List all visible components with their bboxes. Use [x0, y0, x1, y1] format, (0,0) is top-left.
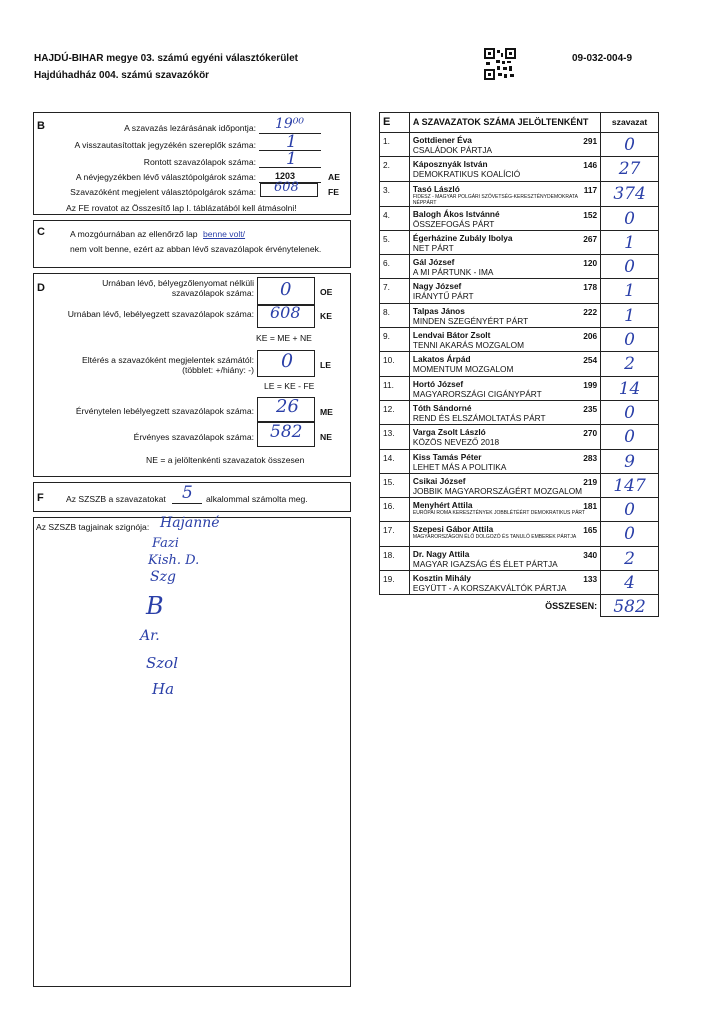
candidate-votes: 2 [624, 548, 635, 569]
candidate-info [409, 279, 600, 303]
candidate-votes-cell [601, 376, 659, 400]
candidate-number: 6. [380, 255, 410, 279]
candidate-info [409, 352, 600, 376]
candidate-info [409, 376, 600, 400]
candidate-party: MAGYAR IGAZSÁG ÉS ÉLET PÁRTJA [412, 558, 558, 569]
candidate-votes-cell [601, 449, 659, 473]
candidate-party: JOBBIK MAGYARORSZÁGÉRT MOZGALOM [412, 485, 583, 496]
candidate-number: 15. [380, 473, 410, 497]
candidate-votes: 0 [624, 135, 635, 155]
candidate-party: KÖZÖS NEVEZŐ 2018 [412, 437, 500, 448]
candidate-number: 17. [380, 522, 410, 546]
total-value: 582 [613, 597, 646, 618]
candidate-info [409, 303, 600, 327]
table-row [380, 449, 659, 473]
candidate-info [409, 230, 600, 254]
table-row [380, 498, 659, 522]
candidate-votes: 0 [624, 524, 635, 545]
candidate-votes: 1 [624, 281, 635, 302]
candidate-info [409, 255, 600, 279]
candidate-votes-cell [601, 400, 659, 424]
candidate-code: 120 [583, 258, 598, 269]
voters-appeared-label: Szavazóként megjelent választópolgárok száma: [70, 187, 256, 197]
candidate-code: 235 [583, 403, 598, 414]
candidate-votes: 9 [624, 451, 635, 472]
candidate-party: MINDEN SZEGÉNYÉRT PÁRT [412, 315, 529, 326]
rejected-count-value: 1 [286, 132, 297, 152]
table-row [380, 328, 659, 352]
candidate-number: 7. [380, 279, 410, 303]
oe-value: 0 [280, 279, 292, 300]
candidate-code: 165 [583, 525, 598, 536]
formula-le: LE = KE - FE [264, 381, 315, 391]
candidate-number: 3. [380, 181, 410, 206]
candidate-code: 267 [583, 233, 598, 244]
section-b-letter: B [37, 120, 45, 132]
total-cell [601, 595, 659, 617]
candidate-name: Dr. Nagy Attila [412, 548, 470, 559]
candidate-votes-cell [601, 473, 659, 497]
candidate-votes: 0 [624, 257, 635, 278]
qr-code-icon [484, 48, 516, 80]
signature-5: B [146, 592, 164, 620]
spoiled-ballots-label: Rontott szavazólapok száma: [143, 157, 256, 167]
candidate-code: 283 [583, 452, 598, 463]
candidate-code: 291 [583, 136, 598, 146]
candidate-code: 133 [583, 574, 598, 585]
candidate-votes-cell [601, 352, 659, 376]
candidate-name: Égerházine Zubály Ibolya [412, 232, 513, 243]
candidate-party: REND ÉS ELSZÁMOLTATÁS PÁRT [412, 412, 546, 423]
candidate-party: EGYÜTT - A KORSZAKVÁLTÓK PÁRTJA [412, 583, 567, 594]
candidate-name: Nagy József [412, 281, 462, 292]
candidate-name: Szepesi Gábor Attila [412, 524, 494, 535]
candidate-votes: 0 [624, 330, 635, 351]
candidate-party: EURÓPAI ROMA KERESZTÉNYEK JOBBLÉTÉÉRT DEMOKRATIKUS PÁRT [412, 510, 585, 517]
table-row [380, 376, 659, 400]
candidate-party: DEMOKRATIKUS KOALÍCIÓ [412, 169, 521, 180]
signature-2: Fazi [152, 536, 179, 551]
candidate-votes-cell [601, 206, 659, 230]
candidate-votes-cell [601, 571, 659, 595]
candidate-votes: 2 [624, 354, 635, 375]
candidate-info [409, 133, 600, 157]
ne-note: NE = a jelöltenkénti szavazatok összesen [146, 455, 305, 465]
table-row [380, 571, 659, 595]
candidate-number: 2. [380, 157, 410, 181]
candidate-party: FIDESZ - MAGYAR POLGÁRI SZÖVETSÉG-KERESZTÉNYDEMOKRATA NÉPPÁRT [412, 193, 578, 206]
ne-label: Érvényes szavazólapok száma: [133, 432, 254, 442]
candidate-table [379, 112, 659, 617]
candidate-info [409, 206, 600, 230]
candidate-number: 18. [380, 546, 410, 570]
candidate-votes: 27 [618, 159, 641, 180]
le-value: 0 [281, 350, 294, 372]
registered-voters-label: A névjegyzékben lévő választópolgárok száma: [75, 172, 256, 182]
candidate-votes-cell [601, 546, 659, 570]
candidate-party: A MI PÁRTUNK - IMA [412, 267, 494, 278]
table-row [380, 425, 659, 449]
section-d-letter: D [37, 282, 45, 294]
candidate-name: Tasó László [412, 183, 460, 194]
candidate-code: 117 [583, 184, 598, 195]
votes-column-header: szavazat [601, 113, 659, 133]
fe-note: Az FE rovatot az Összesítő lap I. táblázatából kell átmásolni! [66, 203, 297, 213]
candidate-name: Lendvai Bátor Zsolt [412, 330, 491, 341]
table-row [380, 303, 659, 327]
candidate-code: 340 [583, 549, 598, 560]
candidate-party: NET PÁRT [412, 242, 454, 253]
table-row [380, 400, 659, 424]
me-label: Érvénytelen lebélyegzett szavazólapok száma: [75, 406, 254, 416]
candidate-info [409, 473, 600, 497]
le-label-2: (többlet: +/hiány: -) [182, 365, 254, 375]
total-row [380, 595, 659, 617]
ke-value: 608 [270, 303, 301, 322]
count-times-before: Az SZSZB a szavazatokat [66, 494, 166, 504]
candidate-code: 199 [583, 379, 598, 390]
section-f-letter: F [37, 492, 44, 504]
candidate-name: Lakatos Árpád [412, 354, 471, 365]
candidate-number: 10. [380, 352, 410, 376]
candidate-votes-cell [601, 328, 659, 352]
candidate-code: 270 [583, 428, 598, 439]
signature-7: Szol [146, 654, 179, 672]
section-e-letter: E [380, 113, 410, 133]
candidate-code: 146 [583, 160, 598, 171]
spoiled-ballots-value: 1 [286, 149, 297, 169]
signature-1: Hajanné [160, 515, 220, 531]
table-row [380, 230, 659, 254]
count-times-after: alkalommal számolta meg. [206, 494, 308, 504]
candidate-info [409, 449, 600, 473]
signature-8: Ha [152, 680, 175, 698]
table-row [380, 279, 659, 303]
polling-station-title: Hajdúhadház 004. számú szavazókör [34, 70, 210, 81]
candidate-votes-cell [601, 425, 659, 449]
candidate-votes-cell [601, 279, 659, 303]
me-tag: ME [320, 407, 333, 417]
formula-ke: KE = ME + NE [256, 333, 312, 343]
candidate-party: MAGYARORSZÁGI CIGÁNYPÁRT [412, 388, 542, 399]
ne-value: 582 [270, 422, 303, 442]
candidate-party: CSALÁDOK PÁRTJA [412, 145, 493, 155]
candidate-code: 222 [583, 306, 598, 317]
le-label-1: Eltérés a szavazóként megjelentek számától: [82, 355, 254, 365]
candidate-number: 12. [380, 400, 410, 424]
candidate-code: 181 [583, 501, 598, 512]
candidate-party: ÖSSZEFOGÁS PÁRT [412, 218, 495, 229]
fe-tag: FE [328, 187, 339, 197]
candidate-info [409, 181, 600, 206]
candidate-name: Gál József [412, 257, 455, 268]
candidate-party: IRÁNYTŰ PÁRT [412, 291, 474, 302]
table-row [380, 133, 659, 157]
candidate-name: Varga Zsolt László [412, 427, 486, 438]
me-value: 26 [276, 396, 299, 417]
candidate-info [409, 571, 600, 595]
candidate-votes: 1 [624, 232, 635, 253]
voters-appeared-value: 608 [274, 180, 299, 195]
candidate-votes-cell [601, 133, 659, 157]
candidate-number: 4. [380, 206, 410, 230]
table-row [380, 157, 659, 181]
candidate-name: Hortó József [412, 378, 464, 389]
candidate-code: 254 [583, 355, 598, 366]
candidate-votes: 0 [624, 427, 635, 448]
rejected-count-label: A visszautasítottak jegyzékén szereplők száma: [74, 140, 256, 150]
candidate-votes: 0 [624, 402, 635, 423]
candidate-votes-cell [601, 303, 659, 327]
candidate-votes-cell [601, 522, 659, 546]
candidate-number: 5. [380, 230, 410, 254]
candidate-votes-cell [601, 498, 659, 522]
table-row [380, 352, 659, 376]
table-row [380, 255, 659, 279]
candidate-number: 14. [380, 449, 410, 473]
candidate-votes-cell [601, 157, 659, 181]
candidate-name: Talpas János [412, 305, 465, 316]
candidate-number: 1. [380, 133, 410, 157]
candidate-votes: 4 [624, 573, 635, 594]
mobile-urn-line1: A mozgóurnában az ellenőrző lap [70, 229, 198, 239]
candidate-votes-cell [601, 255, 659, 279]
candidate-name: Kosztin Mihály [412, 573, 471, 584]
signature-6: Ar. [140, 628, 160, 644]
candidate-number: 9. [380, 328, 410, 352]
candidate-votes: 1 [624, 305, 635, 326]
candidate-number: 16. [380, 498, 410, 522]
ke-label: Urnában lévő, lebélyegzett szavazólapok száma: [67, 309, 254, 319]
signature-3: Kish. D. [148, 553, 200, 568]
oe-label-1: Urnában lévő, bélyegzőlenyomat nélküli [102, 278, 254, 288]
candidate-info [409, 400, 600, 424]
count-times-value: 5 [182, 483, 193, 503]
mobile-urn-hand-mark: benne volt/ [203, 229, 246, 239]
table-row [380, 522, 659, 546]
oe-label-2: szavazólapok száma: [171, 288, 254, 298]
candidate-name: Menyhért Attila [412, 500, 473, 511]
closing-time-label: A szavazás lezárásának időpontja: [124, 123, 256, 133]
candidate-info [409, 522, 600, 546]
candidate-number: 13. [380, 425, 410, 449]
total-label: ÖSSZESEN: [545, 601, 598, 612]
table-row [380, 181, 659, 206]
candidate-votes: 14 [618, 378, 641, 399]
candidate-votes: 0 [624, 208, 635, 229]
candidate-code: 219 [583, 476, 598, 487]
section-c-letter: C [37, 226, 45, 238]
candidate-number: 11. [380, 376, 410, 400]
section-e-title: A SZAVAZATOK SZÁMA JELÖLTENKÉNT [409, 113, 600, 133]
candidate-name: Káposznyák István [412, 159, 488, 170]
candidate-votes-cell [601, 181, 659, 206]
registered-voters-value: 1203 [275, 171, 296, 181]
candidate-info [409, 157, 600, 181]
candidate-votes-cell [601, 230, 659, 254]
candidate-name: Csikai József [412, 475, 466, 486]
candidate-table-header [380, 113, 659, 133]
document-code: 09-032-004-9 [572, 53, 633, 64]
closing-time-value: 19⁰⁰ [275, 116, 305, 132]
candidate-party: LEHET MÁS A POLITIKA [412, 461, 507, 472]
candidate-name: Kiss Tamás Péter [412, 451, 482, 462]
candidate-name: Gottdiener Éva [412, 135, 472, 145]
candidate-votes: 147 [613, 475, 646, 496]
ne-tag: NE [320, 432, 332, 442]
candidate-info [409, 425, 600, 449]
candidate-info [409, 498, 600, 522]
candidate-votes: 0 [624, 500, 635, 521]
candidate-code: 152 [583, 209, 598, 220]
candidate-votes: 374 [613, 183, 646, 204]
candidate-party: MOMENTUM MOZGALOM [412, 364, 514, 375]
ke-tag: KE [320, 311, 332, 321]
candidate-party: TENNI AKARÁS MOZGALOM [412, 340, 525, 351]
candidate-info [409, 546, 600, 570]
signature-label: Az SZSZB tagjainak szignója: [36, 522, 150, 532]
district-title: HAJDÚ-BIHAR megye 03. számú egyéni választókerület [34, 53, 298, 64]
table-row [380, 546, 659, 570]
candidate-party: MAGYARORSZÁGON ÉLŐ DOLGOZÓ ÉS TANULÓ EMBEREK PÁRTJA [412, 534, 577, 541]
candidate-code: 178 [583, 282, 598, 293]
table-row [380, 206, 659, 230]
table-row [380, 473, 659, 497]
candidate-name: Balogh Ákos Istvánné [412, 208, 500, 219]
signature-4: Szg [150, 569, 176, 585]
candidate-number: 8. [380, 303, 410, 327]
le-tag: LE [320, 360, 331, 370]
candidate-name: Tóth Sándorné [412, 402, 472, 413]
signature-box [33, 517, 351, 987]
ae-tag: AE [328, 172, 340, 182]
candidate-code: 206 [583, 331, 598, 342]
oe-tag: OE [320, 287, 333, 297]
candidate-info [409, 328, 600, 352]
candidate-number: 19. [380, 571, 410, 595]
mobile-urn-line2: nem volt benne, ezért az abban lévő szavazólapok érvénytelenek. [70, 244, 322, 254]
